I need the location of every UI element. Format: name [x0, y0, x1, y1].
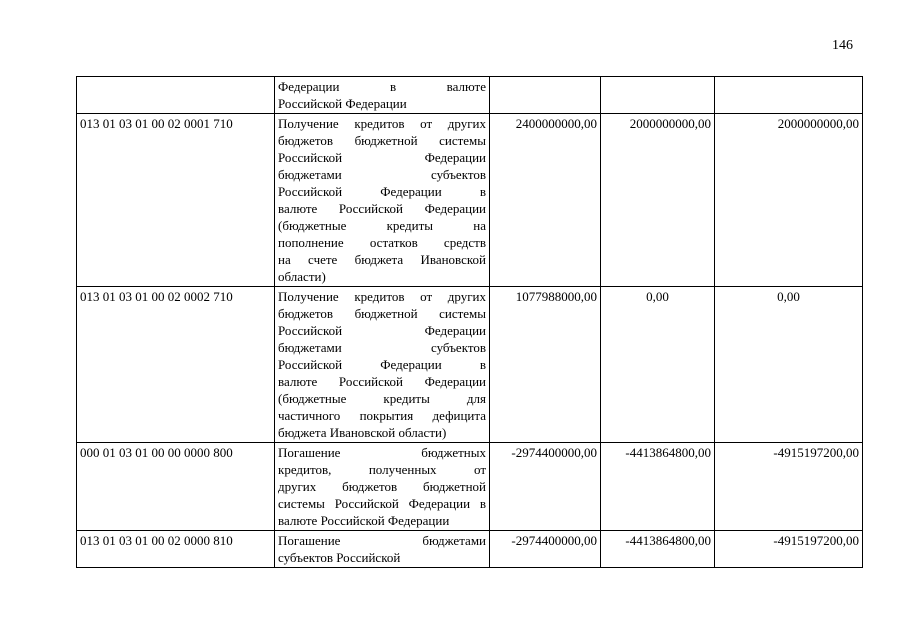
amount-cell-2: 0,00 — [601, 287, 715, 443]
amount-cell-3: 0,00 — [715, 287, 863, 443]
description-line: бюджетами субъектов — [278, 340, 486, 355]
description-line: Получение кредитов от других — [278, 116, 486, 131]
description-line: Погашение бюджетных — [278, 445, 486, 460]
description-cell — [275, 443, 490, 531]
budget-code-cell: 013 01 03 01 00 02 0002 710 — [77, 287, 275, 443]
amount-cell-1 — [490, 77, 601, 114]
description-line: Российской Федерации в — [278, 184, 486, 199]
description-line: бюджета Ивановской области) — [278, 425, 447, 440]
table-row — [77, 287, 863, 443]
amount-cell-1: -2974400000,00 — [490, 531, 601, 568]
budget-sources-table — [76, 76, 863, 568]
amount-cell-1: 2400000000,00 — [490, 114, 601, 287]
amount-cell-2 — [601, 77, 715, 114]
amount-cell-3 — [715, 77, 863, 114]
description-cell — [275, 531, 490, 568]
description-cell — [275, 287, 490, 443]
description-line: бюджетов бюджетной системы — [278, 133, 486, 148]
amount-cell-2: -4413864800,00 — [601, 531, 715, 568]
description-line: Погашение бюджетами — [278, 533, 486, 548]
table-row — [77, 114, 863, 287]
description-line: бюджетами субъектов — [278, 167, 486, 182]
description-line: других бюджетов бюджетной — [278, 479, 486, 494]
description-line: системы Российской Федерации в — [278, 496, 486, 511]
description-cell — [275, 114, 490, 287]
description-line: (бюджетные кредиты на — [278, 218, 486, 233]
amount-cell-3: -4915197200,00 — [715, 531, 863, 568]
description-line: бюджетов бюджетной системы — [278, 306, 486, 321]
description-line: Российской Федерации — [278, 323, 486, 338]
description-line: Федерации в валюте — [278, 79, 486, 94]
budget-code-cell: 000 01 03 01 00 00 0000 800 — [77, 443, 275, 531]
description-line: Российской Федерации — [278, 96, 407, 111]
amount-cell-1: -2974400000,00 — [490, 443, 601, 531]
description-line: пополнение остатков средств — [278, 235, 486, 250]
amount-cell-1: 1077988000,00 — [490, 287, 601, 443]
budget-code-cell: 013 01 03 01 00 02 0000 810 — [77, 531, 275, 568]
amount-cell-3: -4915197200,00 — [715, 443, 863, 531]
description-line: (бюджетные кредиты для — [278, 391, 486, 406]
description-line: частичного покрытия дефицита — [278, 408, 486, 423]
description-line: валюте Российской Федерации — [278, 374, 486, 389]
amount-cell-2: 2000000000,00 — [601, 114, 715, 287]
amount-cell-2: -4413864800,00 — [601, 443, 715, 531]
table-row — [77, 531, 863, 568]
table-row — [77, 77, 863, 114]
budget-code-cell — [77, 77, 275, 114]
table-row — [77, 443, 863, 531]
description-line: кредитов, полученных от — [278, 462, 486, 477]
description-cell — [275, 77, 490, 114]
description-line: Российской Федерации в — [278, 357, 486, 372]
description-line: области) — [278, 269, 326, 284]
description-line: Российской Федерации — [278, 150, 486, 165]
description-line: субъектов Российской — [278, 550, 401, 565]
amount-cell-3: 2000000000,00 — [715, 114, 863, 287]
table-body — [77, 77, 863, 568]
page-number: 146 — [832, 38, 853, 53]
description-line: Получение кредитов от других — [278, 289, 486, 304]
description-line: валюте Российской Федерации — [278, 513, 450, 528]
description-line: на счете бюджета Ивановской — [278, 252, 486, 267]
description-line: валюте Российской Федерации — [278, 201, 486, 216]
budget-code-cell: 013 01 03 01 00 02 0001 710 — [77, 114, 275, 287]
